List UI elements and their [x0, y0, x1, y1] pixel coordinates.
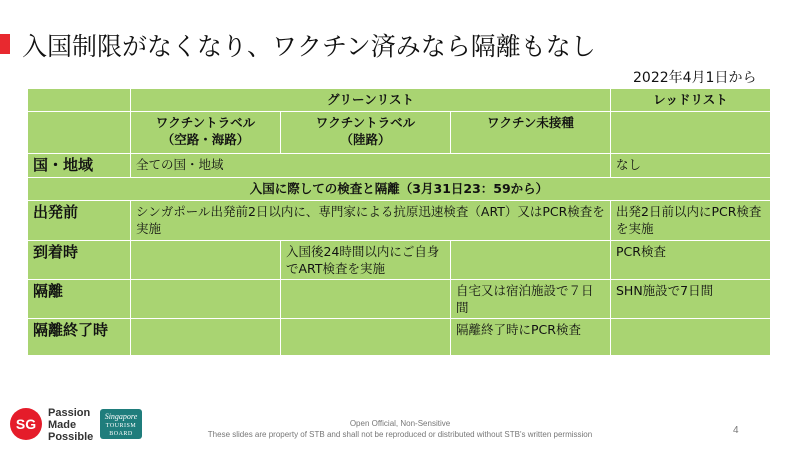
cell-qend-unvaccinated: 隔離終了時にPCR検査 — [451, 319, 611, 356]
logo-text-line: Made — [48, 419, 77, 431]
section-header-row — [28, 178, 771, 201]
effective-date: 2022年4月1日から — [633, 70, 757, 86]
column-header-row — [28, 112, 771, 154]
table-row-quarantine-end — [28, 319, 771, 356]
row-label-departure: 出発前 — [28, 201, 131, 241]
page-number: 4 — [733, 425, 739, 436]
cell-departure-green: シンガポール出発前2日以内に、専門家による抗原迅速検査（ART）又はPCR検査を実施 — [131, 201, 611, 241]
title-accent-bar — [0, 34, 10, 54]
cell-countries-red: なし — [611, 154, 771, 178]
row-label-countries: 国・地域 — [28, 154, 131, 178]
cell-arrival-red: PCR検査 — [611, 241, 771, 280]
cell-arrival-land: 入国後24時間以内にご自身でART検査を実施 — [281, 241, 451, 280]
stb-logo-line1: Singapore — [104, 412, 138, 421]
cell-qend-sea-air — [131, 319, 281, 356]
footer-notice — [170, 418, 630, 440]
logo-text-line: Passion — [48, 407, 91, 419]
list-header-row — [28, 89, 771, 112]
stb-logo — [100, 409, 142, 439]
empty-red-col-cell — [611, 112, 771, 154]
travel-rules-table — [27, 88, 771, 356]
logo-text-line: Possible — [48, 431, 94, 443]
cell-qend-land — [281, 319, 451, 356]
cell-qend-red — [611, 319, 771, 356]
col-vaccinated-land: ワクチントラベル （陸路） — [281, 112, 451, 154]
empty-label-cell — [28, 112, 131, 154]
cell-quarantine-unvaccinated: 自宅又は宿泊施設で７日間 — [451, 280, 611, 319]
table-row-quarantine — [28, 280, 771, 319]
stb-logo-line2: TOURISM BOARD — [105, 423, 137, 437]
cell-arrival-sea-air — [131, 241, 281, 280]
cell-departure-red: 出発2日前以内にPCR検査を実施 — [611, 201, 771, 241]
slide-title: 入国制限がなくなり、ワクチン済みなら隔離もなし — [22, 32, 596, 61]
row-label-arrival: 到着時 — [28, 241, 131, 280]
cell-quarantine-sea-air — [131, 280, 281, 319]
green-list-header: グリーンリスト — [131, 89, 611, 112]
sg-logo: SG — [10, 408, 42, 440]
empty-corner-cell — [28, 89, 131, 112]
table-row-departure — [28, 201, 771, 241]
passion-made-possible-logo — [48, 407, 93, 443]
cell-quarantine-red: SHN施設で7日間 — [611, 280, 771, 319]
row-label-quarantine: 隔離 — [28, 280, 131, 319]
classification-label: Open Official, Non-Sensitive — [349, 419, 451, 428]
cell-quarantine-land — [281, 280, 451, 319]
section-header-testing: 入国に際しての検査と隔離（3月31日23：59から） — [28, 178, 771, 201]
table-row-arrival — [28, 241, 771, 280]
col-unvaccinated: ワクチン未接種 — [451, 112, 611, 154]
cell-arrival-unvaccinated — [451, 241, 611, 280]
row-label-quarantine-end: 隔離終了時 — [28, 319, 131, 356]
red-list-header: レッドリスト — [611, 89, 771, 112]
col-vaccinated-sea-air: ワクチントラベル （空路・海路） — [131, 112, 281, 154]
table-row-countries — [28, 154, 771, 178]
copyright-notice: These slides are property of STB and shall not be reproduced or distributed without STB's written permission — [207, 430, 593, 439]
cell-countries-green: 全ての国・地域 — [131, 154, 611, 178]
